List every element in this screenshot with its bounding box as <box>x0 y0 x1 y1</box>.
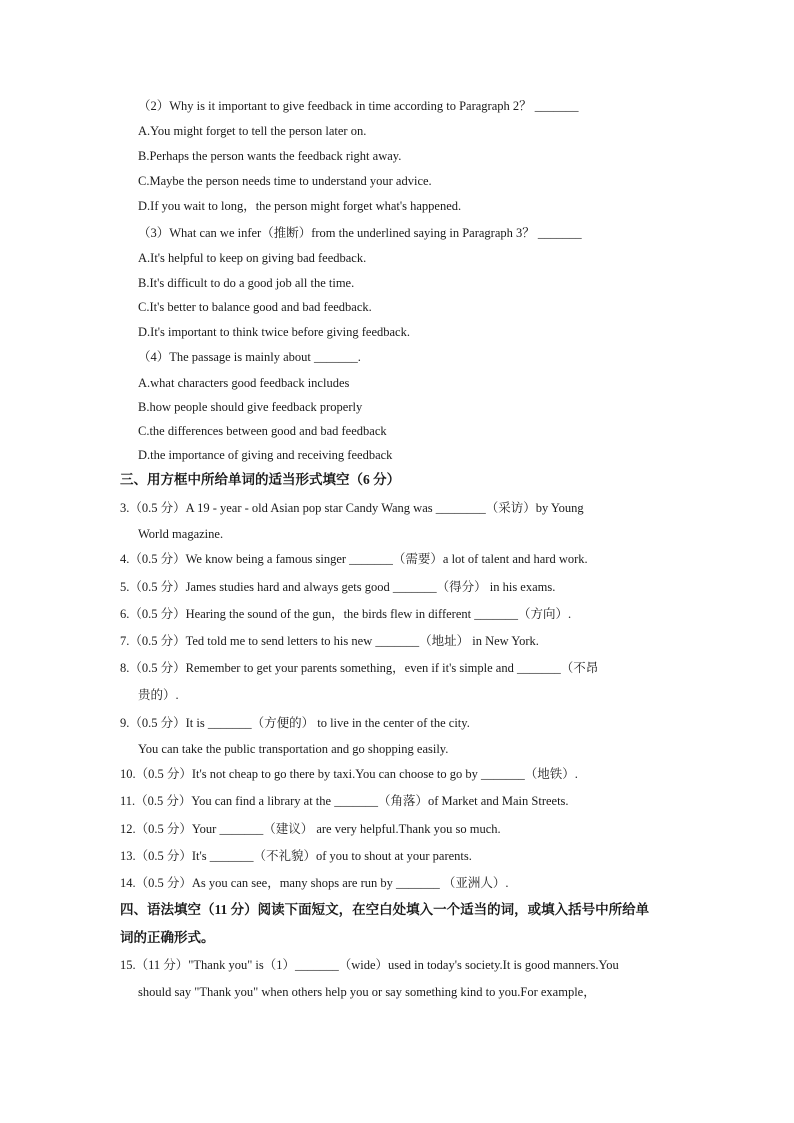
section-3-title: 三、用方框中所给单词的适当形式填空（6 分） <box>120 472 401 487</box>
fill-item-6: 6.（0.5 分）Hearing the sound of the gun，the birds flew in different _______（方向）. <box>120 607 572 621</box>
q2-option-a: A.You might forget to tell the person later on. <box>138 124 367 138</box>
fill-item-13: 13.（0.5 分）It's _______（不礼貌）of you to shout at your parents. <box>120 849 472 863</box>
q2-option-d: D.If you wait to long，the person might forget what's happened. <box>138 199 462 213</box>
q2-option-c: C.Maybe the person needs time to understand your advice. <box>138 174 432 188</box>
fill-item-11: 11.（0.5 分）You can find a library at the _______（角落）of Market and Main Streets. <box>120 794 569 808</box>
question-2-stem: （2）Why is it important to give feedback in time according to Paragraph 2？ _______ <box>138 99 579 113</box>
fill-item-8: 8.（0.5 分）Remember to get your parents something，even if it's simple and _______（不昂 <box>120 661 599 675</box>
q4-option-b: B.how people should give feedback properly <box>138 400 363 414</box>
section-4-title-cont: 词的正确形式。 <box>120 930 215 945</box>
fill-item-12: 12.（0.5 分）Your _______（建议） are very helpful.Thank you so much. <box>120 822 501 836</box>
question-4-stem: （4）The passage is mainly about _______. <box>138 350 361 364</box>
fill-item-5: 5.（0.5 分）James studies hard and always gets good _______（得分） in his exams. <box>120 580 556 594</box>
fill-item-3: 3.（0.5 分）A 19 - year - old Asian pop star Candy Wang was ________（采访）by Young <box>120 501 584 515</box>
q3-option-d: D.It's important to think twice before giving feedback. <box>138 325 410 339</box>
fill-item-8-cont: 贵的）. <box>138 688 179 702</box>
fill-item-4: 4.（0.5 分）We know being a famous singer _______（需要）a lot of talent and hard work. <box>120 552 588 566</box>
q4-option-d: D.the importance of giving and receiving feedback <box>138 448 393 462</box>
fill-item-9-cont: You can take the public transportation and go shopping easily. <box>138 742 449 756</box>
passage-item-15-cont: should say "Thank you" when others help you or say something kind to you.For example， <box>138 985 596 999</box>
q4-option-c: C.the differences between good and bad feedback <box>138 424 387 438</box>
q3-option-b: B.It's difficult to do a good job all the time. <box>138 276 355 290</box>
question-3-stem: （3）What can we infer（推断）from the underlined saying in Paragraph 3？ _______ <box>138 226 582 240</box>
q4-option-a: A.what characters good feedback includes <box>138 376 350 390</box>
passage-item-15: 15.（11 分）"Thank you" is（1）_______（wide）used in today's society.It is good manners.You <box>120 958 619 972</box>
q3-option-a: A.It's helpful to keep on giving bad feedback. <box>138 251 367 265</box>
fill-item-14: 14.（0.5 分）As you can see，many shops are run by _______ （亚洲人）. <box>120 876 509 890</box>
q2-option-b: B.Perhaps the person wants the feedback right away. <box>138 149 402 163</box>
fill-item-3-cont: World magazine. <box>138 527 224 541</box>
fill-item-9: 9.（0.5 分）It is _______（方便的） to live in the center of the city. <box>120 716 470 730</box>
q3-option-c: C.It's better to balance good and bad feedback. <box>138 300 372 314</box>
fill-item-7: 7.（0.5 分）Ted told me to send letters to his new _______（地址） in New York. <box>120 634 539 648</box>
fill-item-10: 10.（0.5 分）It's not cheap to go there by taxi.You can choose to go by _______（地铁）. <box>120 767 578 781</box>
section-4-title: 四、语法填空（11 分）阅读下面短文，在空白处填入一个适当的词，或填入括号中所给单 <box>120 902 650 917</box>
